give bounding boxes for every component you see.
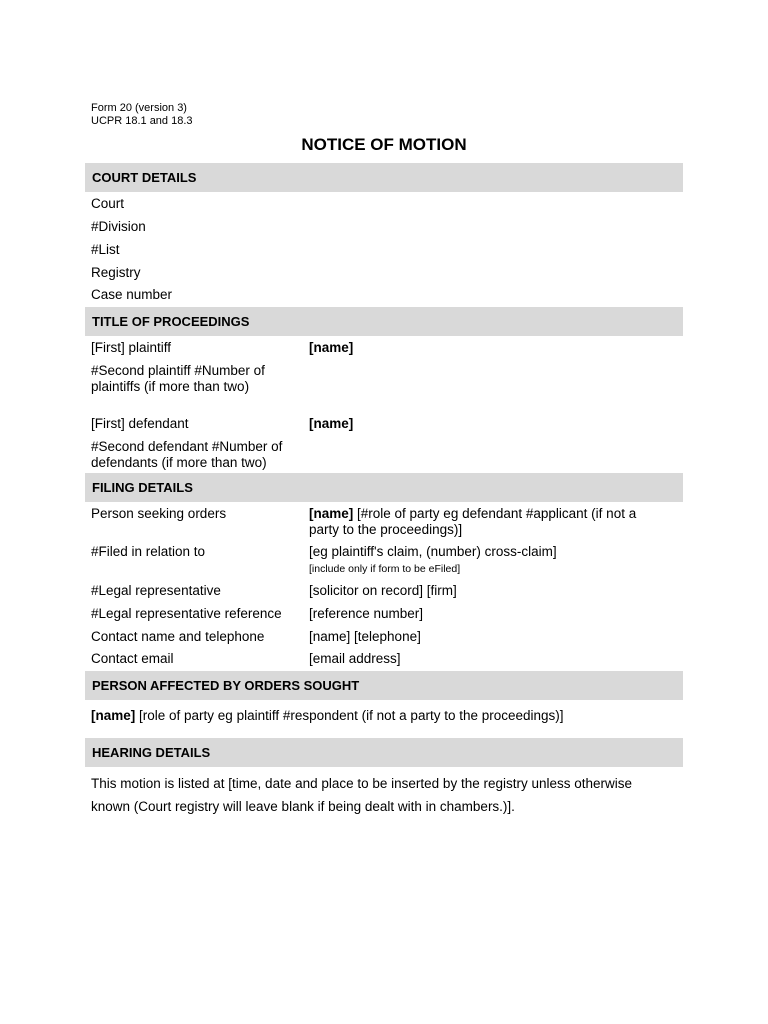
plaintiff-label: [First] plaintiff bbox=[91, 340, 172, 355]
filed-in-relation-value: [eg plaintiff's claim, (number) cross-claim] bbox=[309, 544, 557, 559]
legal-reference-value: [reference number] bbox=[309, 606, 424, 621]
second-plaintiff-label: #Second plaintiff #Number of plaintiffs (if more than two) bbox=[91, 363, 265, 394]
contact-value: [name] [telephone] bbox=[309, 629, 421, 644]
division-label: #Division bbox=[91, 219, 146, 234]
person-seeking-orders-value: [name] [#role of party eg defendant #applicant (if not a party to the proceedings)] bbox=[309, 506, 637, 537]
case-number-label: Case number bbox=[91, 287, 173, 302]
person-affected-header: PERSON AFFECTED BY ORDERS SOUGHT bbox=[85, 671, 683, 700]
second-defendant-label: #Second defendant #Number of defendants (if more than two) bbox=[91, 439, 283, 470]
form-meta bbox=[91, 102, 193, 128]
filing-details-header: FILING DETAILS bbox=[85, 473, 683, 502]
hearing-details-header: HEARING DETAILS bbox=[85, 738, 683, 767]
legal-representative-label: #Legal representative bbox=[91, 583, 221, 598]
contact-email-label: Contact email bbox=[91, 651, 174, 666]
hearing-details-text: This motion is listed at [time, date and place to be inserted by the registry unless otherwise known (Court registry will leave blank if being dealt with in chambers.)]. bbox=[91, 776, 633, 814]
contact-email-value: [email address] bbox=[309, 651, 401, 666]
filed-in-relation-label: #Filed in relation to bbox=[91, 544, 206, 559]
person-seeking-orders-label: Person seeking orders bbox=[91, 506, 227, 521]
title-of-proceedings-header: TITLE OF PROCEEDINGS bbox=[85, 307, 683, 336]
legal-reference-label: #Legal representative reference bbox=[91, 606, 282, 621]
defendant-label: [First] defendant bbox=[91, 416, 189, 431]
defendant-value: [name] bbox=[309, 416, 354, 431]
plaintiff-value: [name] bbox=[309, 340, 354, 355]
form-rule: UCPR 18.1 and 18.3 bbox=[91, 115, 193, 127]
registry-label: Registry bbox=[91, 265, 141, 280]
form-number: Form 20 (version 3) bbox=[91, 102, 187, 114]
legal-representative-value: [solicitor on record] [firm] bbox=[309, 583, 457, 598]
efiled-note: [include only if form to be eFiled] bbox=[309, 563, 461, 575]
court-label: Court bbox=[91, 196, 125, 211]
document-title: NOTICE OF MOTION bbox=[301, 135, 467, 154]
person-affected-text: [name] [role of party eg plaintiff #respondent (if not a party to the proceedings)] bbox=[91, 708, 564, 723]
court-details-header: COURT DETAILS bbox=[85, 163, 683, 192]
contact-label: Contact name and telephone bbox=[91, 629, 265, 644]
list-label: #List bbox=[91, 242, 120, 257]
